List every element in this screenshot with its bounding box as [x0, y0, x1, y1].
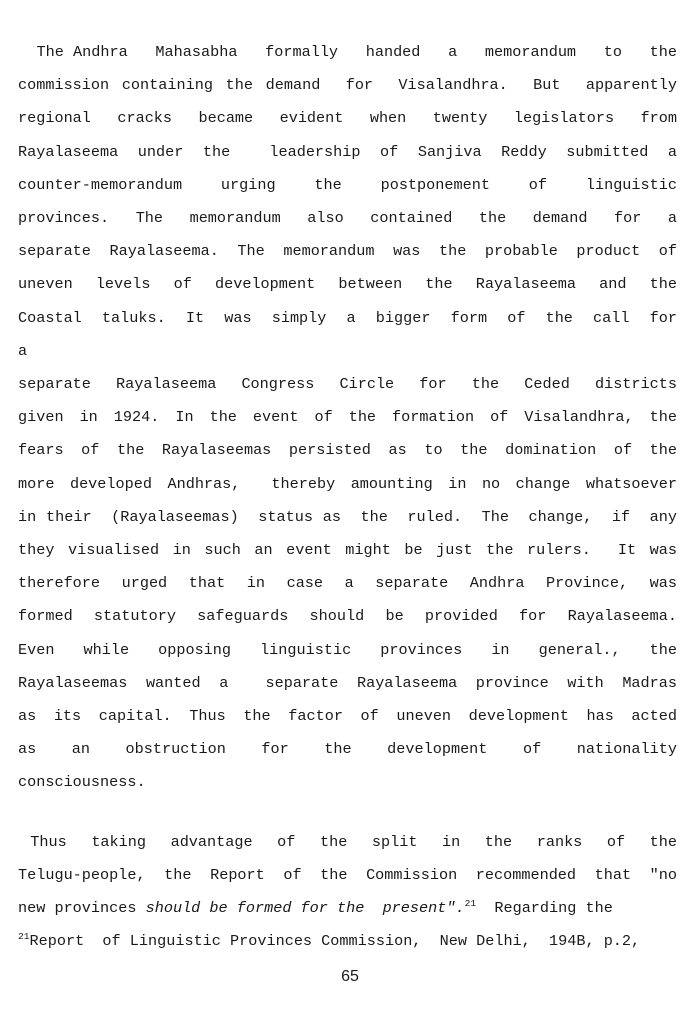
- line-prefix: new provinces: [18, 899, 146, 918]
- italic-quote: should be formed for the present".: [145, 899, 465, 918]
- text-line: given in 1924. In the event of the formation of Visalandhra, the: [18, 408, 677, 427]
- footnote: [18, 930, 682, 952]
- text-line: Rayalaseema under the leadership of Sanjiva Reddy submitted a: [18, 142, 677, 161]
- text-line: provinces. The memorandum also contained the demand for a: [18, 209, 677, 228]
- text-line: commission containing the demand for Visalandhra. But apparently: [18, 76, 677, 95]
- page-body-text: [18, 36, 696, 925]
- text-line: separate Rayalaseema. The memorandum was the probable product of: [18, 242, 677, 261]
- footnote-text: Report of Linguistic Provinces Commission, New Delhi, 194B, p.2,: [29, 932, 641, 950]
- text-line-with-quote: [18, 892, 677, 925]
- page-number: 65: [341, 968, 359, 985]
- footnote-reference-marker: 21: [464, 898, 477, 910]
- text-line: as an obstruction for the development of nationality: [18, 740, 677, 759]
- text-line: more developed Andhras, thereby amounting in no change whatsoever: [18, 474, 677, 493]
- text-line: regional cracks became evident when twenty legislators from: [18, 109, 677, 128]
- footnote-number: 21: [18, 930, 30, 942]
- text-line: as its capital. Thus the factor of uneven development has acted: [18, 707, 677, 726]
- text-line: Telugu-people, the Report of the Commission recommended that "no: [18, 865, 677, 884]
- text-line: they visualised in such an event might be just the rulers. It was: [18, 541, 677, 560]
- text-line: The Andhra Mahasabha formally handed a memorandum to the: [18, 43, 677, 61]
- paragraph-spacer: [18, 800, 677, 826]
- text-line: fears of the Rayalaseemas persisted as to the domination of the: [18, 441, 677, 460]
- text-line: consciousness.: [18, 773, 146, 792]
- text-line: formed statutory safeguards should be provided for Rayalaseema.: [18, 607, 677, 626]
- text-line: counter-memorandum urging the postponement of linguistic: [18, 175, 677, 194]
- line-suffix: Regarding the: [476, 899, 613, 918]
- text-line: Rayalaseemas wanted a separate Rayalaseema province with Madras: [18, 673, 677, 692]
- text-line: separate Rayalaseema Congress Circle for the Ceded districts: [18, 375, 677, 394]
- text-line: uneven levels of development between the Rayalaseema and the: [18, 275, 677, 294]
- text-line: therefore urged that in case a separate Andhra Province, was: [18, 574, 677, 593]
- text-line: in their (Rayalaseemas) status as the ruled. The change, if any: [18, 507, 677, 526]
- text-line: Even while opposing linguistic provinces in general., the: [18, 640, 677, 659]
- text-line: Thus taking advantage of the split in the ranks of the: [18, 832, 677, 851]
- text-line: Coastal taluks. It was simply a bigger form of the call for a: [18, 308, 696, 360]
- paragraph-2: [18, 826, 677, 926]
- paragraph-1: [18, 36, 696, 800]
